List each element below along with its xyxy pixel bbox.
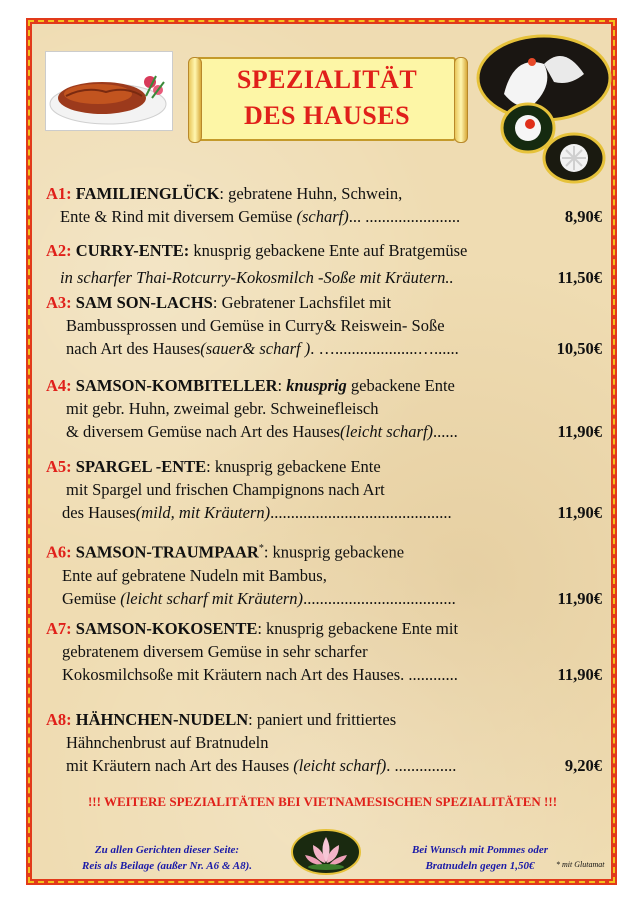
- item-separator: :: [277, 376, 287, 395]
- item-name: SPARGEL -ENTE: [75, 457, 207, 476]
- menu-item-a3: [46, 291, 602, 360]
- menu-item-a7: [46, 617, 602, 686]
- glutamate-marker: *: [258, 543, 264, 554]
- item-code: A4:: [46, 376, 72, 395]
- item-description: Bambussprossen und Gemüse in Curry& Reiswein- Soße: [66, 316, 445, 335]
- item-leader-dots: ......: [433, 422, 458, 441]
- item-description: Ente auf gebratene Nudeln mit Bambus,: [62, 565, 327, 585]
- title-line-2: DES HAUSES: [243, 101, 411, 130]
- item-leader-dots: . …....................…......: [310, 339, 459, 358]
- item-name: SAMSON-TRAUMPAAR: [75, 542, 259, 562]
- item-code: A7:: [46, 619, 72, 638]
- item-code: A3:: [46, 293, 72, 312]
- item-name: SAMSON-KOMBITELLER: [75, 376, 278, 395]
- item-description: mit gebr. Huhn, zweimal gebr. Schweinefleisch: [66, 399, 379, 418]
- item-description: : Gebratener Lachsfilet mit: [212, 293, 392, 312]
- footer-side-dish-note: [380, 842, 580, 874]
- item-price: 11,90€: [557, 665, 602, 684]
- item-description: des Hauses: [62, 503, 136, 522]
- item-description: : knusprig gebackene Ente mit: [257, 619, 459, 638]
- item-spice-note: (leicht scharf): [340, 422, 434, 441]
- item-description: gebratenem diversem Gemüse in sehr scharfer: [62, 642, 368, 661]
- footer-rice-note: [52, 842, 282, 874]
- item-description: mit Kräutern nach Art des Hauses: [66, 756, 294, 775]
- footer-left-line-1: Zu allen Gerichten dieser Seite:: [94, 844, 240, 856]
- menu-item-a2: [46, 239, 602, 285]
- item-description: in scharfer Thai-Rotcurry-Kokosmilch -Soße mit Kräutern..: [60, 268, 454, 287]
- item-price: 11,90€: [557, 588, 602, 608]
- item-description: Ente & Rind mit diversem Gemüse: [60, 207, 293, 226]
- item-name: SAM SON-LACHS: [75, 293, 213, 312]
- item-spice-note: (scharf): [296, 207, 349, 226]
- menu-item-a8: [46, 708, 602, 777]
- item-code: A8:: [46, 710, 72, 729]
- item-leader-dots: .....................................: [303, 588, 456, 608]
- more-specialties-notice: !!! WEITERE SPEZIALITÄTEN BEI VIETNAMESISCHEN SPEZIALITÄTEN !!!: [87, 794, 558, 809]
- item-description: & diversem Gemüse nach Art des Hauses: [66, 422, 341, 441]
- title-line-1: SPEZIALITÄT: [236, 65, 418, 94]
- item-price: 10,50€: [556, 339, 602, 358]
- item-description: : gebratene Huhn, Schwein,: [219, 184, 403, 203]
- footer-left-line-2: Reis als Beilage (außer Nr. A6 & A8).: [82, 860, 252, 872]
- item-code: A6:: [46, 542, 72, 562]
- item-code: A5:: [46, 457, 72, 476]
- item-leader-dots: ............................................: [270, 503, 452, 522]
- item-name: SAMSON-KOKOSENTE: [75, 619, 258, 638]
- dish-photo-roast: [45, 51, 173, 131]
- item-description: knusprig gebackene Ente auf Bratgemüse: [189, 241, 468, 260]
- decor-photos: [474, 34, 612, 184]
- item-name: HÄHNCHEN-NUDELN: [75, 710, 249, 729]
- item-highlight: knusprig: [286, 376, 347, 395]
- title-scroll: [186, 47, 468, 145]
- item-spice-note: (leicht scharf mit Kräutern): [120, 588, 304, 608]
- item-price: 9,20€: [564, 756, 602, 775]
- item-price: 8,90€: [564, 207, 602, 226]
- footer-right-line-2: Bratnudeln gegen 1,50€: [425, 860, 535, 872]
- item-description: gebackene Ente: [346, 376, 455, 395]
- footer-right-line-1: Bei Wunsch mit Pommes oder: [411, 844, 549, 856]
- item-description: Gemüse: [62, 588, 121, 608]
- item-leader-dots: ... .......................: [348, 207, 461, 226]
- item-leader-dots: . ...............: [386, 756, 457, 775]
- item-spice-note: (sauer& scharf ): [200, 339, 311, 358]
- item-name: FAMILIENGLÜCK: [75, 184, 220, 203]
- menu-item-a6: [46, 537, 602, 610]
- item-spice-note: (mild, mit Kräutern): [135, 503, 271, 522]
- menu-item-a5: [46, 455, 602, 524]
- menu-item-a4: [46, 374, 602, 443]
- item-price: 11,50€: [557, 268, 602, 287]
- item-name: CURRY-ENTE:: [75, 241, 190, 260]
- item-price: 11,90€: [557, 503, 602, 522]
- item-description: Kokosmilchsoße mit Kräutern nach Art des Hauses. ............: [62, 665, 458, 684]
- item-description: mit Spargel und frischen Champignons nach Art: [66, 480, 385, 499]
- item-spice-note: (leicht scharf): [293, 756, 387, 775]
- item-description: Hähnchenbrust auf Bratnudeln: [66, 733, 269, 752]
- lotus-flower-image: [291, 829, 361, 875]
- item-description: nach Art des Hauses: [66, 339, 201, 358]
- item-description: : paniert und frittiertes: [248, 710, 397, 729]
- item-code: A2:: [46, 241, 72, 260]
- item-description: : knusprig gebackene: [263, 542, 405, 562]
- item-code: A1:: [46, 184, 72, 203]
- item-description: : knusprig gebackene Ente: [206, 457, 381, 476]
- menu-item-a1: [46, 182, 602, 228]
- item-price: 11,90€: [557, 422, 602, 441]
- glutamate-footnote: * mit Glutamat: [556, 860, 605, 869]
